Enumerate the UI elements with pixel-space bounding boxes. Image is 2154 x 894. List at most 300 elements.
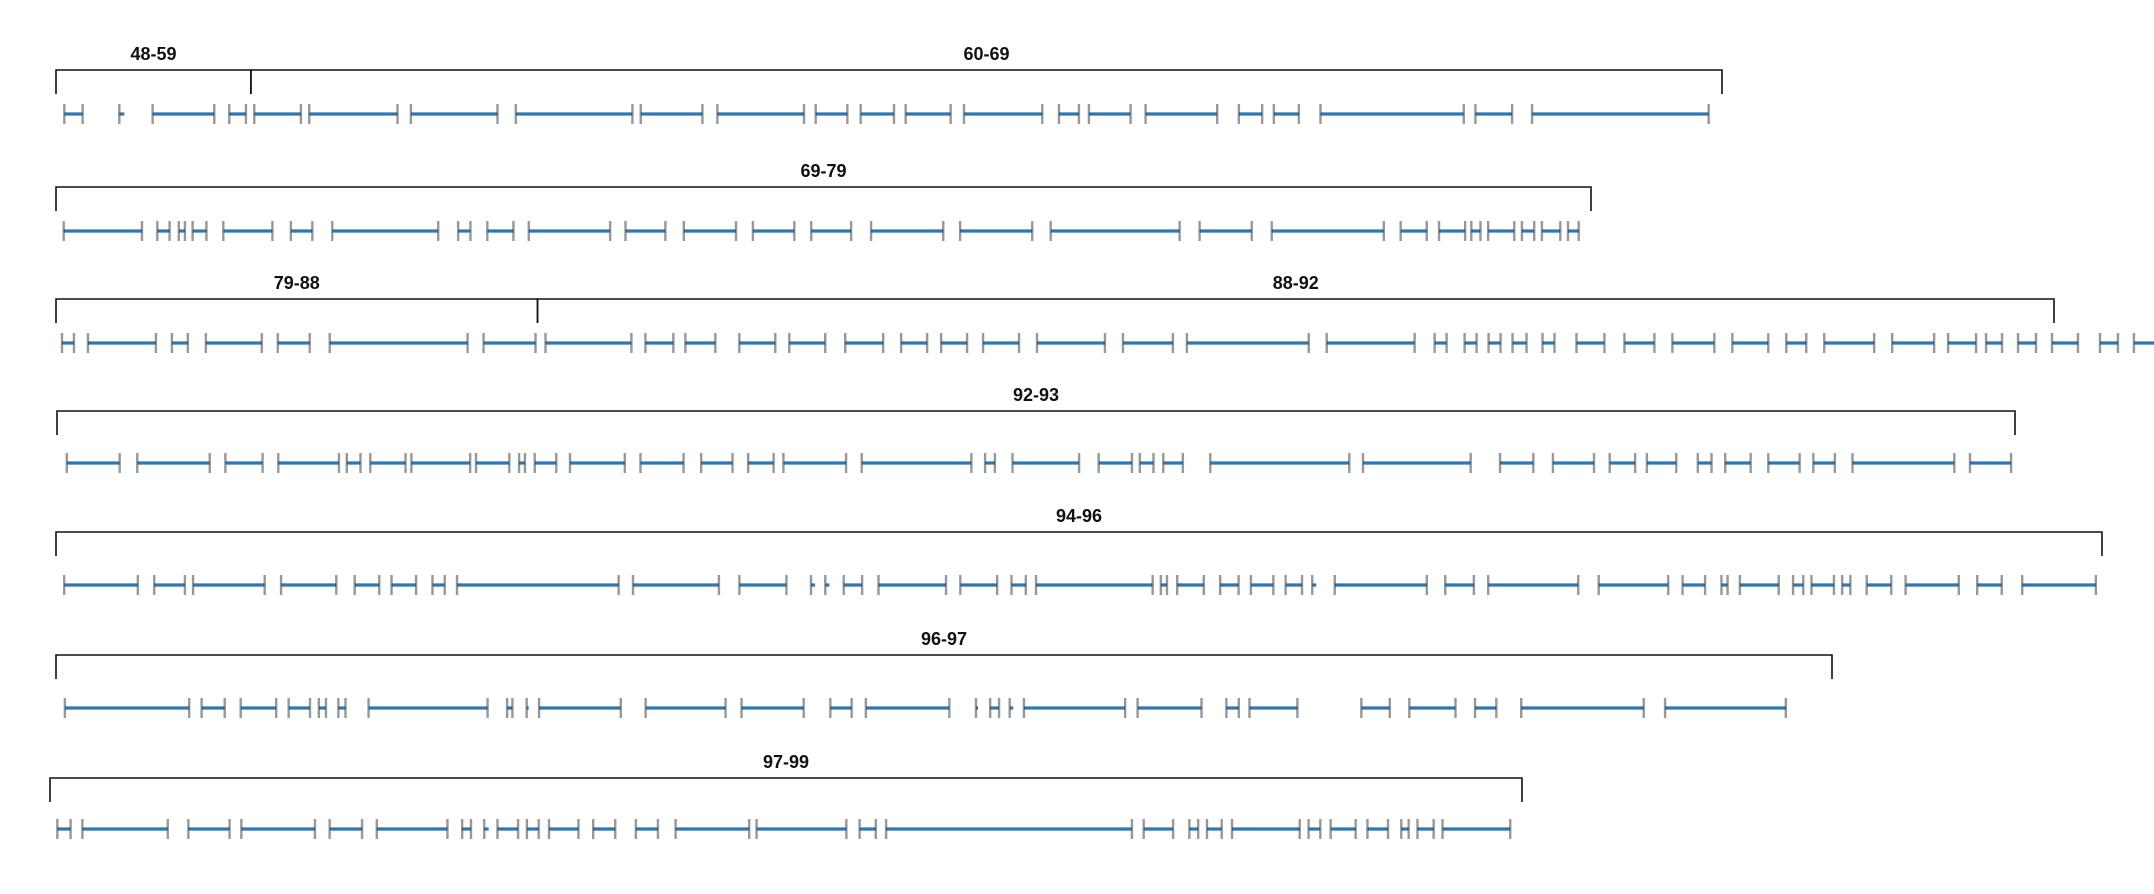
date-tick-label bbox=[277, 453, 279, 473]
era-bracket bbox=[50, 778, 1522, 802]
date-tick-label bbox=[1567, 221, 1569, 241]
date-tick-label bbox=[1664, 698, 1666, 718]
date-tick-label bbox=[1513, 221, 1515, 241]
date-tick-label bbox=[1151, 575, 1153, 595]
date-tick-label bbox=[511, 698, 513, 718]
date-tick-label bbox=[209, 453, 211, 473]
date-tick-label bbox=[949, 104, 951, 124]
date-tick-label bbox=[1251, 221, 1253, 241]
date-tick-label bbox=[1499, 453, 1501, 473]
date-tick-label bbox=[338, 453, 340, 473]
date-tick-label bbox=[1010, 575, 1012, 595]
date-tick-label bbox=[1041, 104, 1043, 124]
date-tick-label bbox=[290, 221, 292, 241]
date-tick-label bbox=[1366, 819, 1368, 839]
date-tick-label bbox=[735, 221, 737, 241]
date-tick-label bbox=[644, 698, 646, 718]
date-tick-label bbox=[1248, 698, 1250, 718]
date-tick-label bbox=[1284, 575, 1286, 595]
date-tick-label bbox=[1131, 819, 1133, 839]
date-tick-label bbox=[1360, 698, 1362, 718]
date-tick-label bbox=[1643, 698, 1645, 718]
date-tick-label bbox=[245, 104, 247, 124]
date-tick-label bbox=[1667, 575, 1669, 595]
date-tick-label bbox=[1531, 104, 1533, 124]
date-tick-label bbox=[1509, 819, 1511, 839]
date-tick-label bbox=[56, 819, 58, 839]
date-tick-label bbox=[1739, 575, 1741, 595]
date-tick-label bbox=[1597, 575, 1599, 595]
date-tick-label bbox=[829, 698, 831, 718]
date-tick-label bbox=[466, 333, 468, 353]
date-tick-label bbox=[1198, 221, 1200, 241]
date-tick-label bbox=[882, 333, 884, 353]
date-tick-label bbox=[684, 333, 686, 353]
date-tick-label bbox=[187, 819, 189, 839]
date-tick-label bbox=[224, 698, 226, 718]
date-tick-label bbox=[1162, 453, 1164, 473]
date-tick-label bbox=[1160, 575, 1162, 595]
date-tick-label bbox=[410, 453, 412, 473]
era-bracket bbox=[57, 411, 2015, 435]
date-tick-label bbox=[1203, 575, 1205, 595]
date-tick-label bbox=[1383, 221, 1385, 241]
date-tick-label bbox=[512, 221, 514, 241]
date-tick-label bbox=[785, 575, 787, 595]
date-tick-label bbox=[657, 819, 659, 839]
date-tick-label bbox=[2021, 575, 2023, 595]
date-tick-label bbox=[959, 575, 961, 595]
date-tick-label bbox=[1142, 819, 1144, 839]
era-label: 94-96 bbox=[1055, 506, 1103, 526]
date-tick-label bbox=[526, 819, 528, 839]
date-tick-label bbox=[926, 333, 928, 353]
date-tick-label bbox=[469, 221, 471, 241]
date-tick-label bbox=[1653, 333, 1655, 353]
date-tick-label bbox=[793, 221, 795, 241]
date-tick-label bbox=[1136, 698, 1138, 718]
date-tick-label bbox=[1470, 221, 1472, 241]
date-tick-label bbox=[803, 104, 805, 124]
date-tick-label bbox=[1025, 575, 1027, 595]
date-tick-label bbox=[205, 333, 207, 353]
date-tick-label bbox=[506, 698, 508, 718]
date-tick-label bbox=[996, 575, 998, 595]
date-tick-label bbox=[367, 698, 369, 718]
date-tick-label bbox=[1225, 698, 1227, 718]
date-tick-label bbox=[483, 819, 485, 839]
date-tick-label bbox=[1710, 453, 1712, 473]
date-tick-label bbox=[314, 819, 316, 839]
date-tick-label bbox=[1186, 333, 1188, 353]
date-tick-label bbox=[1178, 221, 1180, 241]
date-tick-label bbox=[1785, 333, 1787, 353]
date-tick-label bbox=[1469, 453, 1471, 473]
date-tick-label bbox=[738, 575, 740, 595]
date-tick-label bbox=[731, 453, 733, 473]
date-tick-label bbox=[1031, 221, 1033, 241]
date-tick-label bbox=[1299, 819, 1301, 839]
date-tick-label bbox=[261, 453, 263, 473]
date-tick-label bbox=[664, 221, 666, 241]
date-tick-label bbox=[81, 104, 83, 124]
date-tick-label bbox=[188, 698, 190, 718]
date-tick-label bbox=[630, 333, 632, 353]
date-tick-label bbox=[1172, 333, 1174, 353]
date-tick-label bbox=[456, 575, 458, 595]
date-tick-label bbox=[191, 221, 193, 241]
date-tick-label bbox=[861, 453, 863, 473]
date-tick-label bbox=[534, 453, 536, 473]
date-tick-label bbox=[1354, 819, 1356, 839]
date-tick-label bbox=[1552, 453, 1554, 473]
era-label: 69-79 bbox=[800, 161, 847, 181]
date-tick-label bbox=[1953, 453, 1955, 473]
date-tick-label bbox=[404, 453, 406, 473]
date-tick-label bbox=[810, 575, 812, 595]
date-tick-label bbox=[331, 221, 333, 241]
date-tick-label bbox=[1426, 575, 1428, 595]
era-label: 96-97 bbox=[920, 629, 968, 649]
date-tick-label bbox=[156, 221, 158, 241]
date-tick-label bbox=[716, 104, 718, 124]
date-tick-label bbox=[1298, 104, 1300, 124]
date-tick-label bbox=[1464, 221, 1466, 241]
date-tick-label bbox=[1209, 453, 1211, 473]
date-tick-label bbox=[1541, 333, 1543, 353]
date-tick-label bbox=[1009, 698, 1011, 718]
date-tick-label bbox=[1891, 333, 1893, 353]
date-tick-label bbox=[1444, 575, 1446, 595]
date-tick-label bbox=[517, 819, 519, 839]
date-tick-label bbox=[548, 819, 550, 839]
date-tick-label bbox=[1623, 333, 1625, 353]
date-tick-label bbox=[538, 819, 540, 839]
date-tick-label bbox=[544, 333, 546, 353]
date-tick-label bbox=[994, 453, 996, 473]
date-tick-label bbox=[496, 819, 498, 839]
date-tick-label bbox=[740, 698, 742, 718]
date-tick-label bbox=[904, 104, 906, 124]
date-tick-label bbox=[624, 453, 626, 473]
date-tick-label bbox=[1520, 698, 1522, 718]
date-tick-label bbox=[1049, 221, 1051, 241]
date-tick-label bbox=[810, 221, 812, 241]
date-tick-label bbox=[1792, 575, 1794, 595]
date-tick-label bbox=[1036, 333, 1038, 353]
date-tick-label bbox=[213, 104, 215, 124]
date-tick-label bbox=[1577, 575, 1579, 595]
date-tick-label bbox=[850, 698, 852, 718]
date-tick-label bbox=[308, 104, 310, 124]
date-tick-label bbox=[329, 333, 331, 353]
date-tick-label bbox=[577, 819, 579, 839]
era-label: 60-69 bbox=[963, 44, 1010, 64]
date-tick-label bbox=[875, 819, 877, 839]
date-tick-label bbox=[369, 453, 371, 473]
date-tick-label bbox=[814, 104, 816, 124]
date-tick-label bbox=[1176, 575, 1178, 595]
date-tick-label bbox=[1438, 221, 1440, 241]
date-tick-label bbox=[1172, 819, 1174, 839]
date-tick-label bbox=[1362, 453, 1364, 473]
date-tick-label bbox=[1078, 453, 1080, 473]
date-tick-label bbox=[1206, 819, 1208, 839]
date-tick-label bbox=[640, 104, 642, 124]
date-tick-label bbox=[893, 104, 895, 124]
date-tick-label bbox=[184, 221, 186, 241]
date-tick-label bbox=[1231, 819, 1233, 839]
date-tick-label bbox=[354, 575, 356, 595]
date-tick-label bbox=[136, 453, 138, 473]
date-tick-label bbox=[2010, 453, 2012, 473]
date-tick-label bbox=[378, 575, 380, 595]
date-tick-label bbox=[1250, 575, 1252, 595]
date-tick-label bbox=[683, 221, 685, 241]
date-tick-label bbox=[631, 104, 633, 124]
date-tick-label bbox=[845, 453, 847, 473]
date-tick-label bbox=[437, 221, 439, 241]
date-tick-label bbox=[700, 453, 702, 473]
date-tick-label bbox=[318, 698, 320, 718]
date-tick-label bbox=[1976, 575, 1978, 595]
date-tick-label bbox=[1724, 453, 1726, 473]
date-tick-label bbox=[2095, 575, 2097, 595]
date-tick-label bbox=[1474, 698, 1476, 718]
date-tick-label bbox=[1634, 453, 1636, 473]
date-tick-label bbox=[772, 453, 774, 473]
date-tick-label bbox=[1511, 104, 1513, 124]
date-tick-label bbox=[1144, 104, 1146, 124]
date-tick-label bbox=[1237, 575, 1239, 595]
date-tick-label bbox=[2017, 333, 2019, 353]
date-tick-label bbox=[824, 575, 826, 595]
date-tick-label bbox=[1311, 575, 1313, 595]
date-tick-label bbox=[457, 221, 459, 241]
date-tick-label bbox=[569, 453, 571, 473]
date-tick-label bbox=[998, 698, 1000, 718]
date-tick-label bbox=[966, 333, 968, 353]
date-tick-label bbox=[253, 104, 255, 124]
date-tick-label bbox=[1326, 333, 1328, 353]
date-tick-label bbox=[2077, 333, 2079, 353]
date-tick-label bbox=[1473, 575, 1475, 595]
date-tick-label bbox=[137, 575, 139, 595]
date-tick-label bbox=[975, 698, 977, 718]
date-tick-label bbox=[672, 333, 674, 353]
date-tick-label bbox=[877, 575, 879, 595]
date-tick-label bbox=[1841, 575, 1843, 595]
date-tick-label bbox=[1301, 575, 1303, 595]
date-tick-label bbox=[1407, 819, 1409, 839]
date-tick-label bbox=[515, 104, 517, 124]
date-tick-label bbox=[277, 333, 279, 353]
date-tick-label bbox=[1575, 333, 1577, 353]
era-bracket bbox=[56, 655, 1832, 679]
date-tick-label bbox=[222, 221, 224, 241]
date-tick-label bbox=[1499, 333, 1501, 353]
date-tick-label bbox=[1319, 104, 1321, 124]
date-tick-label bbox=[1849, 575, 1851, 595]
date-tick-label bbox=[240, 819, 242, 839]
date-tick-label bbox=[1166, 575, 1168, 595]
date-tick-label bbox=[376, 819, 378, 839]
date-tick-label bbox=[738, 333, 740, 353]
date-tick-label bbox=[63, 575, 65, 595]
date-tick-label bbox=[1221, 819, 1223, 839]
date-tick-label bbox=[475, 453, 477, 473]
date-tick-label bbox=[674, 819, 676, 839]
era-label: 79-88 bbox=[273, 273, 320, 293]
date-tick-label bbox=[748, 819, 750, 839]
date-tick-label bbox=[1749, 453, 1751, 473]
date-tick-label bbox=[1474, 104, 1476, 124]
date-tick-label bbox=[508, 453, 510, 473]
date-tick-label bbox=[970, 453, 972, 473]
date-tick-label bbox=[1851, 453, 1853, 473]
date-tick-label bbox=[1487, 333, 1489, 353]
date-tick-label bbox=[850, 221, 852, 241]
date-tick-label bbox=[1011, 453, 1013, 473]
date-tick-label bbox=[959, 221, 961, 241]
era-label: 92-93 bbox=[1012, 385, 1060, 405]
date-tick-label bbox=[989, 698, 991, 718]
date-tick-label bbox=[824, 333, 826, 353]
date-tick-label bbox=[444, 575, 446, 595]
date-tick-label bbox=[1104, 333, 1106, 353]
date-tick-label bbox=[2035, 333, 2037, 353]
date-tick-label bbox=[1810, 575, 1812, 595]
date-tick-label bbox=[718, 575, 720, 595]
date-tick-label bbox=[153, 575, 155, 595]
date-tick-label bbox=[61, 333, 63, 353]
date-tick-label bbox=[2001, 575, 2003, 595]
date-tick-label bbox=[755, 819, 757, 839]
date-tick-label bbox=[635, 819, 637, 839]
date-tick-label bbox=[858, 819, 860, 839]
date-tick-label bbox=[1802, 575, 1804, 595]
date-tick-label bbox=[614, 819, 616, 839]
date-tick-label bbox=[518, 453, 520, 473]
date-tick-label bbox=[1713, 333, 1715, 353]
date-tick-label bbox=[168, 221, 170, 241]
date-tick-label bbox=[885, 819, 887, 839]
date-tick-label bbox=[300, 104, 302, 124]
date-tick-label bbox=[361, 819, 363, 839]
date-tick-label bbox=[948, 698, 950, 718]
date-tick-label bbox=[344, 698, 346, 718]
date-tick-label bbox=[1904, 575, 1906, 595]
date-tick-label bbox=[446, 819, 448, 839]
date-tick-label bbox=[69, 819, 71, 839]
date-tick-label bbox=[1603, 333, 1605, 353]
date-tick-label bbox=[1216, 104, 1218, 124]
era-bracket bbox=[538, 299, 2054, 323]
date-tick-label bbox=[1681, 575, 1683, 595]
date-tick-label bbox=[1238, 104, 1240, 124]
date-tick-label bbox=[1947, 333, 1949, 353]
date-tick-label bbox=[644, 333, 646, 353]
date-tick-label bbox=[1271, 221, 1273, 241]
date-tick-label bbox=[470, 819, 472, 839]
date-tick-label bbox=[64, 698, 66, 718]
date-tick-label bbox=[1413, 333, 1415, 353]
date-tick-label bbox=[639, 453, 641, 473]
date-tick-label bbox=[171, 333, 173, 353]
date-tick-label bbox=[1334, 575, 1336, 595]
date-tick-label bbox=[534, 333, 536, 353]
date-tick-label bbox=[1152, 453, 1154, 473]
date-tick-label bbox=[187, 333, 189, 353]
date-tick-label bbox=[151, 104, 153, 124]
date-tick-label bbox=[390, 575, 392, 595]
date-tick-label bbox=[1475, 333, 1477, 353]
date-tick-label bbox=[1273, 104, 1275, 124]
date-tick-label bbox=[1697, 453, 1699, 473]
date-tick-label bbox=[1329, 819, 1331, 839]
date-tick-label bbox=[359, 453, 361, 473]
date-tick-label bbox=[66, 453, 68, 473]
date-tick-label bbox=[1704, 575, 1706, 595]
date-tick-label bbox=[346, 453, 348, 473]
date-tick-label bbox=[205, 221, 207, 241]
date-tick-label bbox=[1785, 698, 1787, 718]
date-tick-label bbox=[632, 575, 634, 595]
date-tick-label bbox=[2133, 333, 2135, 353]
date-tick-label bbox=[1866, 575, 1868, 595]
date-tick-label bbox=[1078, 104, 1080, 124]
date-tick-label bbox=[1521, 221, 1523, 241]
date-tick-label bbox=[1124, 698, 1126, 718]
date-tick-label bbox=[865, 698, 867, 718]
date-tick-label bbox=[431, 575, 433, 595]
date-tick-label bbox=[1122, 333, 1124, 353]
date-tick-label bbox=[496, 104, 498, 124]
date-tick-label bbox=[410, 104, 412, 124]
date-tick-label bbox=[538, 698, 540, 718]
date-tick-label bbox=[1261, 104, 1263, 124]
date-tick-label bbox=[1023, 698, 1025, 718]
date-tick-label bbox=[525, 698, 527, 718]
date-tick-label bbox=[62, 221, 64, 241]
date-tick-label bbox=[1578, 221, 1580, 241]
era-bracket bbox=[251, 70, 1722, 94]
date-tick-label bbox=[1720, 575, 1722, 595]
date-tick-label bbox=[528, 221, 530, 241]
date-tick-label bbox=[1646, 453, 1648, 473]
date-tick-label bbox=[555, 453, 557, 473]
date-tick-label bbox=[1426, 221, 1428, 241]
date-tick-label bbox=[482, 333, 484, 353]
date-tick-label bbox=[1088, 104, 1090, 124]
date-tick-label bbox=[1985, 333, 1987, 353]
era-label: 88-92 bbox=[1272, 273, 1319, 293]
date-tick-label bbox=[141, 221, 143, 241]
date-tick-label bbox=[1348, 453, 1350, 473]
date-tick-label bbox=[2099, 333, 2101, 353]
date-tick-label bbox=[1319, 819, 1321, 839]
date-tick-label bbox=[1058, 104, 1060, 124]
date-tick-label bbox=[155, 333, 157, 353]
date-tick-label bbox=[682, 453, 684, 473]
date-tick-label bbox=[752, 221, 754, 241]
date-tick-label bbox=[747, 453, 749, 473]
date-tick-label bbox=[1035, 575, 1037, 595]
date-tick-label bbox=[2051, 333, 2053, 353]
date-tick-label bbox=[1308, 333, 1310, 353]
date-tick-label bbox=[261, 333, 263, 353]
era-bracket bbox=[56, 299, 538, 323]
